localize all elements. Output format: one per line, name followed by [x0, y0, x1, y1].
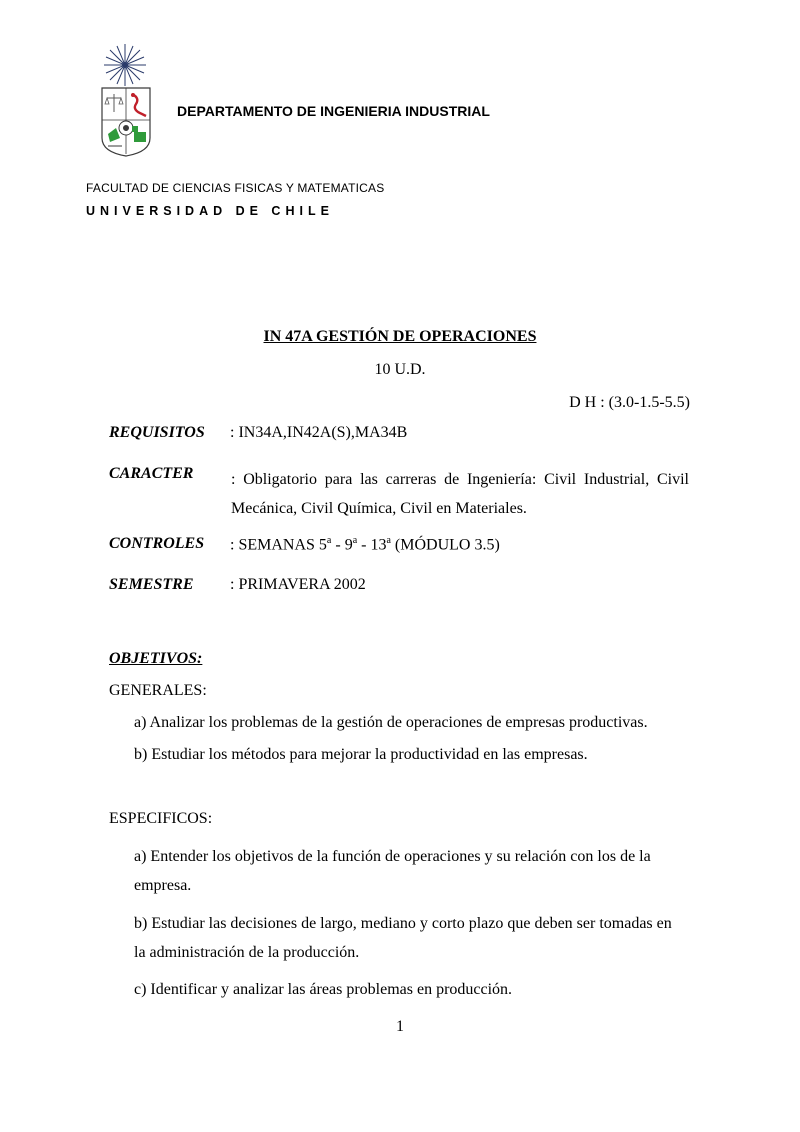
especificos-item-c: c) Identificar y analizar las áreas problemas en producción.: [134, 981, 513, 998]
requisitos-label: REQUISITOS: [109, 424, 205, 441]
generales-item-b: b) Estudiar los métodos para mejorar la productividad en las empresas.: [134, 746, 588, 763]
controles-label: CONTROLES: [109, 535, 205, 552]
course-units: 10 U.D.: [374, 361, 426, 378]
requisitos-value: : IN34A,IN42A(S),MA34B: [230, 424, 408, 441]
especificos-item-a: a) Entender los objetivos de la función de operaciones y su relación con los de la empresa.: [134, 848, 651, 894]
semestre-value: : PRIMAVERA 2002: [230, 576, 366, 593]
course-hours: D H : (3.0-1.5-5.5): [569, 394, 690, 411]
university-name: UNIVERSIDAD DE CHILE: [86, 204, 334, 218]
faculty-name: FACULTAD DE CIENCIAS FISICAS Y MATEMATICAS: [86, 181, 385, 195]
course-title: IN 47A GESTIÓN DE OPERACIONES: [263, 328, 537, 345]
objetivos-heading: OBJETIVOS:: [109, 650, 203, 667]
caracter-label: CARACTER: [109, 465, 194, 482]
caracter-value: : Obligatorio para las carreras de Ingeniería: Civil Industrial, Civil Mecánica, Civil Química, Civil en Materiales.: [231, 471, 689, 517]
especificos-item-b: b) Estudiar las decisiones de largo, mediano y corto plazo que deben ser tomadas en la administración de la producción.: [134, 915, 672, 961]
especificos-label: ESPECIFICOS:: [109, 810, 213, 827]
semestre-label: SEMESTRE: [109, 576, 194, 593]
generales-label: GENERALES:: [109, 682, 207, 699]
department-name: DEPARTAMENTO DE INGENIERIA INDUSTRIAL: [177, 103, 490, 119]
page-number: 1: [396, 1018, 404, 1035]
university-crest-icon: [98, 42, 160, 158]
controles-value: : SEMANAS 5$^a$ - 9$^a$ - 13$^a$ (MÓDULO 3.5): [230, 535, 500, 554]
generales-item-a: a) Analizar los problemas de la gestión de operaciones de empresas productivas.: [134, 714, 648, 731]
